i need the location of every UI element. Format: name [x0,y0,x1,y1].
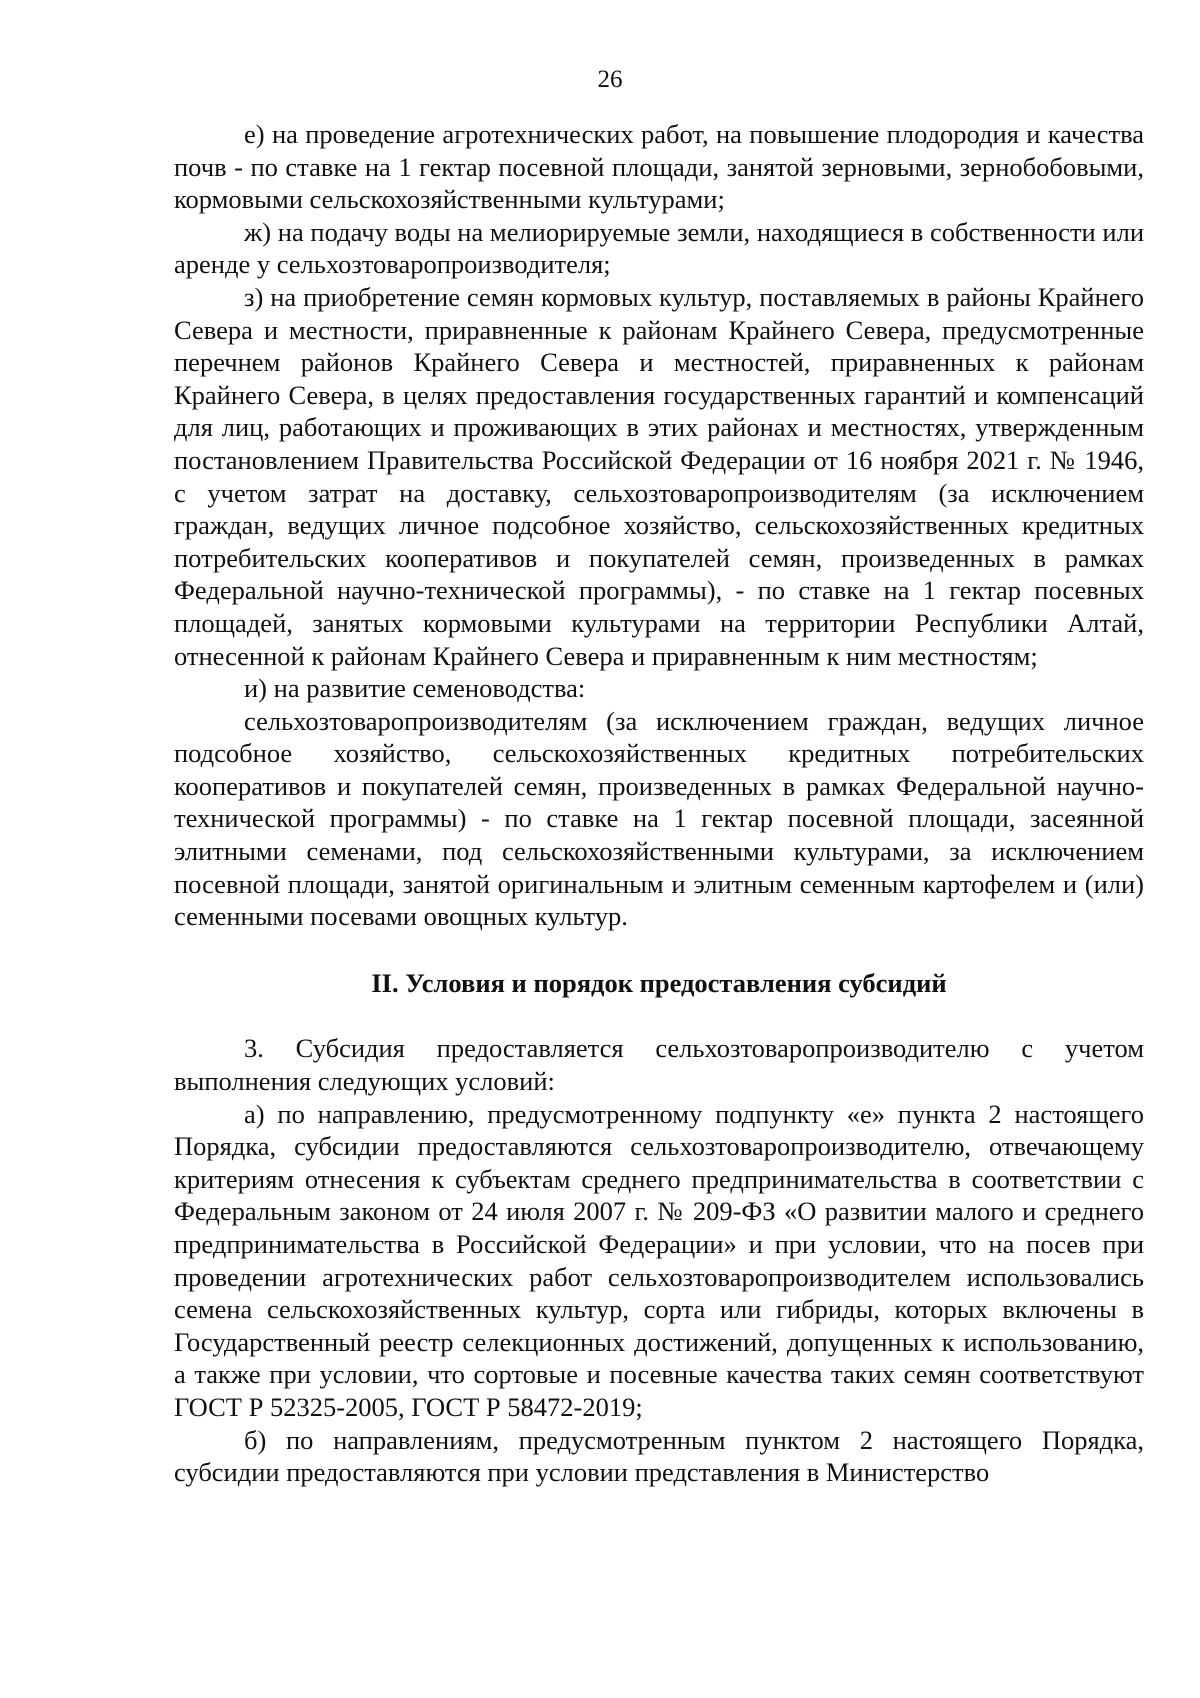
document-body [174,118,1144,1489]
section-heading: II. Условия и порядок предоставления субсидий [371,967,947,998]
paragraph-item-3: 3. Субсидия предоставляется сельхозтоваропроизводителю с учетом выполнения следующих условий: [174,1033,1144,1097]
paragraph-subitem-i: и) на развитие семеноводства: [244,673,586,704]
paragraph-condition-b: б) по направлениям, предусмотренным пунктом 2 настоящего Порядка, субсидии предоставляются при условии представления в Министерство [174,1424,1144,1488]
paragraph-seed-recipients: сельхозтоваропроизводителям (за исключением граждан, ведущих личное подсобное хозяйство, сельскохозяйственных кредитных потребительских кооперативов и покупателей семян, произведенных в рамках Федеральной научно-технической программы) - по ставке на 1 гектар посевной площади, засеянной элитными семенами, под сельскохозяйственными культурами, за исключением посевной площади, занятой оригинальным и элитным семенным картофелем и (или) семенными посевами овощных культур. [174,705,1144,932]
paragraph-condition-a: а) по направлению, предусмотренному подпункту «е» пункта 2 настоящего Порядка, субсидии предоставляются сельхозтоваропроизводителю, отвечающему критериям отнесения к субъектам среднего предпринимательства в соответствии с Федеральным законом от 24 июля 2007 г. № 209-ФЗ «О развитии малого и среднего предпринимательства в Российской Федерации» и при условии, что на посев при проведении агротехнических работ сельхозтоваропроизводителем использовались семена сельскохозяйственных культур, сорта или гибриды, которых включены в Государственный реестр селекционных достижений, допущенных к использованию, а также при условии, что сортовые и посевные качества таких семян соответствуют ГОСТ Р 52325-2005, ГОСТ Р 58472-2019; [174,1098,1144,1422]
page-number: 26 [597,66,623,93]
paragraph-subitem-e: е) на проведение агротехнических работ, на повышение плодородия и качества почв - по ставке на 1 гектар посевной площади, занятой зерновыми, зернобобовыми, кормовыми сельскохозяйственными культурами; [174,119,1144,215]
paragraph-subitem-zh: ж) на подачу воды на мелиорируемые земли, находящиеся в собственности или аренде у сельхозтоваропроизводителя; [174,216,1144,280]
paragraph-subitem-z: з) на приобретение семян кормовых культур, поставляемых в районы Крайнего Севера и местности, приравненные к районам Крайнего Севера, предусмотренные перечнем районов Крайнего Севера и местностей, приравненных к районам Крайнего Севера, в целях предоставления государственных гарантий и компенсаций для лиц, работающих и проживающих в этих районах и местностях, утвержденным постановлением Правительства Российской Федерации от 16 ноября 2021 г. № 1946, с учетом затрат на доставку, сельхозтоваропроизводителям (за исключением граждан, ведущих личное подсобное хозяйство, сельскохозяйственных кредитных потребительских кооперативов и покупателей семян, произведенных в рамках Федеральной научно-технической программы), - по ставке на 1 гектар посевных площадей, занятых кормовыми культурами на территории Республики Алтай, отнесенной к районам Крайнего Севера и приравненным к ним местностям; [174,281,1144,671]
